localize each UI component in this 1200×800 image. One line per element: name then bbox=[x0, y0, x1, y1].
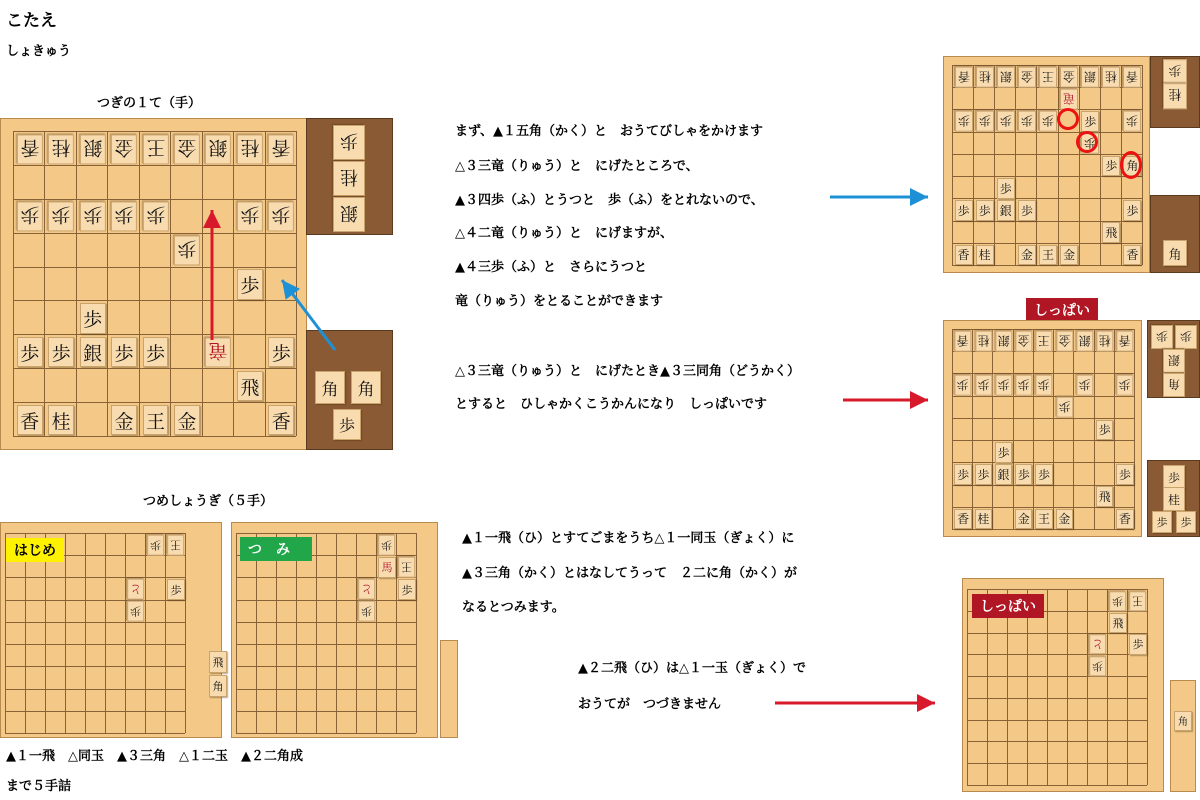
shogi-piece-gold: 金 bbox=[111, 405, 137, 435]
shogi-piece-silver: 銀 bbox=[995, 464, 1012, 485]
shogi-piece-pawn: 歩 bbox=[398, 579, 415, 600]
shogi-piece-pawn: 歩 bbox=[143, 201, 169, 231]
shogi-piece-pawn: 歩 bbox=[48, 201, 74, 231]
s1-line-6: 竜（りゅう）をとることができます bbox=[455, 294, 664, 309]
s1-line-3: ▲３四歩（ふ）とうつと 歩（ふ）をとれないので、 bbox=[455, 193, 764, 208]
shogi-piece-pawn: 歩 bbox=[17, 201, 43, 231]
hand-piece-pawn: 歩 bbox=[1175, 325, 1197, 349]
shogi-piece-pawn: 歩 bbox=[1102, 156, 1120, 177]
shogi-piece-pawn: 歩 bbox=[976, 200, 994, 221]
shogi-piece-pawn: 歩 bbox=[1096, 420, 1113, 441]
shogi-piece-pawn: 歩 bbox=[111, 201, 137, 231]
hand-piece-bishop: 角 bbox=[1174, 711, 1192, 731]
shogi-piece-dragon: 竜 bbox=[205, 337, 231, 367]
s1-line-4: △４二竜（りゅう）と にげますが、 bbox=[455, 226, 673, 241]
shogi-piece-rook: 飛 bbox=[1096, 486, 1113, 507]
s2-fail-line-1: ▲２二飛（ひ）は△１一玉（ぎょく）で bbox=[578, 661, 806, 676]
s1-line-5: ▲４三歩（ふ）と さらにうつと bbox=[455, 260, 647, 275]
hand-piece-bishop: 角 bbox=[1163, 373, 1185, 397]
shogi-piece-pawn: 歩 bbox=[48, 337, 74, 367]
shogi-piece-silver: 銀 bbox=[1076, 331, 1093, 352]
shogi-piece-rook: 飛 bbox=[237, 371, 263, 401]
shogi-piece-rook: 飛 bbox=[1102, 222, 1120, 243]
s2-fail-line-2: おうてが つづきません bbox=[578, 697, 722, 712]
shogi-piece-pawn: 歩 bbox=[1123, 200, 1141, 221]
shogi-piece-gold: 金 bbox=[1056, 331, 1073, 352]
board-grid bbox=[5, 533, 185, 733]
shogi-piece-lance: 香 bbox=[268, 405, 294, 435]
shogi-piece-pawn: 歩 bbox=[1018, 200, 1036, 221]
shogi-piece-pawn: 歩 bbox=[1015, 464, 1032, 485]
shogi-piece-pawn: 歩 bbox=[174, 235, 200, 265]
diagram1-hand-bottom bbox=[1150, 195, 1200, 273]
board2-caption: つめしょうぎ（５手） bbox=[143, 494, 274, 509]
shogi-piece-king: 王 bbox=[1129, 591, 1146, 611]
shogi-piece-pawn: 歩 bbox=[358, 601, 375, 622]
shogi-piece-lance: 香 bbox=[268, 134, 294, 164]
end-label: つ み bbox=[240, 537, 312, 561]
shogi-piece-gold: 金 bbox=[1056, 509, 1073, 530]
shogi-piece-dragon: 竜 bbox=[1060, 89, 1078, 110]
shogi-piece-pawn: 歩 bbox=[975, 375, 992, 396]
shogi-piece-gold: 金 bbox=[1060, 67, 1078, 88]
shogi-piece-knight: 桂 bbox=[975, 509, 992, 530]
shogi-piece-pawn: 歩 bbox=[1081, 133, 1099, 154]
shogi-piece-gold: 金 bbox=[111, 134, 137, 164]
shogi-piece-knight: 桂 bbox=[237, 134, 263, 164]
shogi-piece-pawn: 歩 bbox=[1035, 464, 1052, 485]
shogi-piece-knight: 桂 bbox=[976, 245, 994, 266]
difficulty-label: しょきゅう bbox=[6, 44, 72, 59]
s1-line-1: まず、▲１五角（かく）と おうてびしゃをかけます bbox=[455, 124, 763, 139]
shogi-piece-lance: 香 bbox=[1123, 245, 1141, 266]
shogi-piece-pawn: 歩 bbox=[237, 201, 263, 231]
move-sequence: ▲１一飛 △同玉 ▲３三角 △１二玉 ▲２二角成 bbox=[6, 749, 303, 764]
s1-line-2: △３三竜（りゅう）と にげたところで、 bbox=[455, 159, 699, 174]
shogi-piece-pawn: 歩 bbox=[268, 201, 294, 231]
highlight-circle bbox=[1057, 108, 1079, 130]
shogi-piece-pawn: 歩 bbox=[1081, 111, 1099, 132]
fail-badge-2: しっぱい bbox=[972, 594, 1044, 618]
shogi-piece-pawn: 歩 bbox=[997, 178, 1015, 199]
shogi-piece-knight: 桂 bbox=[48, 405, 74, 435]
shogi-piece-pawn: 歩 bbox=[955, 200, 973, 221]
shogi-piece-silver: 銀 bbox=[997, 67, 1015, 88]
shogi-piece-gold: 金 bbox=[1015, 331, 1032, 352]
shogi-piece-pawn: 歩 bbox=[1056, 397, 1073, 418]
board1-caption: つぎの１て（手） bbox=[97, 96, 202, 111]
shogi-piece-pawn: 歩 bbox=[378, 535, 395, 556]
shogi-piece-pawn: 歩 bbox=[955, 111, 973, 132]
shogi-piece-pawn: 歩 bbox=[1116, 375, 1133, 396]
shogi-piece-gold: 金 bbox=[1018, 245, 1036, 266]
fail1-hand-top bbox=[1147, 320, 1200, 398]
shogi-piece-silver: 銀 bbox=[205, 134, 231, 164]
blue-drop-arrow bbox=[282, 280, 335, 350]
start-label: はじめ bbox=[6, 538, 64, 562]
hand-piece-pawn: 歩 bbox=[1152, 511, 1172, 533]
shogi-piece-king: 王 bbox=[143, 134, 169, 164]
shogi-piece-silver: 銀 bbox=[997, 200, 1015, 221]
hand-piece-pawn: 歩 bbox=[1176, 511, 1196, 533]
shogi-piece-pawn: 歩 bbox=[1129, 634, 1146, 654]
diagram1-hand-top bbox=[1150, 56, 1200, 128]
hand-piece-pawn: 歩 bbox=[1163, 465, 1185, 489]
shogi-piece-pawn: 歩 bbox=[954, 375, 971, 396]
hand-piece-pawn: 歩 bbox=[333, 409, 361, 440]
hand-piece-rook: 飛 bbox=[209, 651, 227, 673]
hand-piece-silver: 銀 bbox=[1163, 349, 1185, 373]
shogi-piece-lance: 香 bbox=[955, 67, 973, 88]
hand-piece-bishop: 角 bbox=[315, 371, 345, 404]
board-solution-diagram bbox=[943, 56, 1150, 273]
hand-piece-bishop: 角 bbox=[1163, 240, 1187, 266]
shogi-piece-pawn: 歩 bbox=[111, 337, 137, 367]
hand-piece-pawn: 歩 bbox=[1151, 325, 1173, 349]
hand-piece-pawn: 歩 bbox=[333, 125, 365, 160]
shogi-piece-king: 王 bbox=[1035, 331, 1052, 352]
shogi-piece-king: 王 bbox=[1035, 509, 1052, 530]
shogi-piece-pawn: 歩 bbox=[268, 337, 294, 367]
shogi-piece-pawn: 歩 bbox=[167, 579, 184, 600]
hand-piece-bishop: 角 bbox=[351, 371, 381, 404]
shogi-piece-pawn: 歩 bbox=[1109, 591, 1126, 611]
highlight-circle bbox=[1120, 151, 1142, 179]
shogi-piece-knight: 桂 bbox=[976, 67, 994, 88]
shogi-piece-lance: 香 bbox=[955, 245, 973, 266]
shogi-piece-pawn: 歩 bbox=[1039, 111, 1057, 132]
shogi-piece-lance: 香 bbox=[1116, 509, 1133, 530]
shogi-piece-gold: 金 bbox=[174, 134, 200, 164]
shogi-piece-pawn: 歩 bbox=[1035, 375, 1052, 396]
shogi-piece-lance: 香 bbox=[17, 405, 43, 435]
fail-badge-1: しっぱい bbox=[1026, 298, 1098, 322]
shogi-piece-king: 王 bbox=[398, 557, 415, 578]
hand-piece-bishop: 角 bbox=[209, 675, 227, 697]
shogi-piece-bishop: 角 bbox=[1123, 156, 1141, 177]
shogi-piece-pawn: 歩 bbox=[1123, 111, 1141, 132]
s2-line-3: なるとつみます。 bbox=[462, 600, 565, 615]
page-title: こたえ bbox=[6, 11, 57, 31]
shogi-piece-gold: 金 bbox=[1015, 509, 1032, 530]
hand-piece-knight: 桂 bbox=[1163, 487, 1185, 511]
fail1-hand-bottom bbox=[1147, 460, 1200, 537]
hand-piece-silver: 銀 bbox=[333, 197, 365, 232]
shogi-piece-pawn: 歩 bbox=[1015, 375, 1032, 396]
shogi-piece-rook: 飛 bbox=[1109, 613, 1126, 633]
hand-piece-pawn: 歩 bbox=[1163, 59, 1187, 85]
fail2-hand bbox=[1170, 680, 1196, 792]
shogi-piece-pawn: 歩 bbox=[995, 442, 1012, 463]
shogi-piece-pawn: 歩 bbox=[997, 111, 1015, 132]
shogi-piece-pawn: 歩 bbox=[17, 337, 43, 367]
highlight-circle bbox=[1076, 131, 1098, 153]
shogi-piece-knight: 桂 bbox=[1096, 331, 1113, 352]
shogi-piece-gold: 金 bbox=[1018, 67, 1036, 88]
hand-piece-knight: 桂 bbox=[333, 161, 365, 196]
s1-fail-line-2: とすると ひしゃかくこうかんになり しっぱいです bbox=[455, 397, 768, 412]
shogi-piece-king: 王 bbox=[143, 405, 169, 435]
shogi-piece-pawn: 歩 bbox=[1116, 464, 1133, 485]
shogi-piece-pawn: 歩 bbox=[975, 464, 992, 485]
shogi-piece-gold: 金 bbox=[1060, 245, 1078, 266]
shogi-piece-pawn: 歩 bbox=[1076, 375, 1093, 396]
shogi-piece-lance: 香 bbox=[1116, 331, 1133, 352]
shogi-piece-pawn: 歩 bbox=[147, 535, 164, 556]
shogi-piece-pawn: 歩 bbox=[237, 269, 263, 299]
shogi-piece-silver: 銀 bbox=[995, 331, 1012, 352]
shogi-piece-pawn: 歩 bbox=[127, 601, 144, 622]
shogi-piece-pawn: 歩 bbox=[1089, 656, 1106, 676]
shogi-piece-pawn: 歩 bbox=[1018, 111, 1036, 132]
shogi-piece-pawn: 歩 bbox=[80, 201, 106, 231]
shogi-piece-pawn: 歩 bbox=[80, 303, 106, 333]
shogi-piece-pawn: 歩 bbox=[143, 337, 169, 367]
shogi-piece-tokin: と bbox=[1089, 634, 1106, 654]
shogi-piece-pawn: 歩 bbox=[976, 111, 994, 132]
board-fail-diagram-1 bbox=[943, 320, 1142, 537]
shogi-piece-king: 王 bbox=[167, 535, 184, 556]
s2-line-2: ▲３三角（かく）とはなしてうって ２二に角（かく）が bbox=[462, 566, 797, 581]
end-note: まで５手詰 bbox=[6, 779, 72, 794]
shogi-piece-tokin: と bbox=[358, 579, 375, 600]
shogi-piece-silver: 銀 bbox=[1081, 67, 1099, 88]
shogi-piece-silver: 銀 bbox=[80, 337, 106, 367]
shogi-piece-lance: 香 bbox=[954, 509, 971, 530]
shogi-piece-silver: 銀 bbox=[80, 134, 106, 164]
shogi-piece-king: 王 bbox=[1039, 245, 1057, 266]
shogi-piece-lance: 香 bbox=[1123, 67, 1141, 88]
shogi-piece-knight: 桂 bbox=[48, 134, 74, 164]
s2-line-1: ▲１一飛（ひ）とすてごまをうち△１一同玉（ぎょく）に bbox=[462, 531, 795, 546]
shogi-piece-knight: 桂 bbox=[975, 331, 992, 352]
s1-fail-line-1: △３三竜（りゅう）と にげたとき▲３三同角（どうかく） bbox=[455, 364, 800, 379]
shogi-piece-tokin: と bbox=[127, 579, 144, 600]
tsume-end-hand bbox=[440, 640, 458, 738]
shogi-piece-pawn: 歩 bbox=[995, 375, 1012, 396]
shogi-piece-king: 王 bbox=[1039, 67, 1057, 88]
shogi-piece-pawn: 歩 bbox=[954, 464, 971, 485]
hand-piece-knight: 桂 bbox=[1163, 83, 1187, 109]
shogi-piece-horse: 馬 bbox=[378, 557, 395, 578]
shogi-piece-gold: 金 bbox=[174, 405, 200, 435]
shogi-piece-knight: 桂 bbox=[1102, 67, 1120, 88]
shogi-piece-lance: 香 bbox=[17, 134, 43, 164]
shogi-piece-lance: 香 bbox=[954, 331, 971, 352]
